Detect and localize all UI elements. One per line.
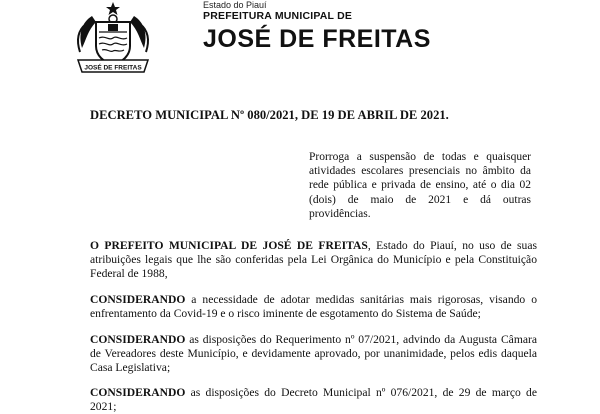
considering-label: CONSIDERANDO <box>90 333 186 346</box>
considering-paragraph-1 <box>90 293 537 321</box>
city-name: JOSÉ DE FREITAS <box>203 25 431 53</box>
considering-paragraph-2 <box>90 333 537 376</box>
considering-label: CONSIDERANDO <box>90 386 186 399</box>
decree-summary: Prorroga a suspensão de todas e quaisquer atividades escolares presenciais no âmbito da rede pública e privada de ensino, até o dia 02 (dois) de maio de 2021 e dá outras providências. <box>309 151 531 220</box>
considering-text: as disposições do Decreto Municipal nº 076/2021, de 29 de março de 2021; <box>90 386 537 414</box>
document-header <box>203 0 431 53</box>
considering-text: as disposições do Requerimento nº 07/2021, advindo da Augusta Câmara de Vereadores deste Município, e devidamente aprovado, por unanimidade, pelos edis daquela Casa Legislativa; <box>90 333 537 375</box>
prefecture-label: PREFEITURA MUNICIPAL DE <box>203 10 353 22</box>
preamble-text: , Estado do Piauí, no uso de suas atribuições legais que lhe são conferidas pela Lei Orgânica do Município e pela Constituição Federal de 1988, <box>90 239 537 281</box>
mayor-heading: O PREFEITO MUNICIPAL DE JOSÉ DE FREITAS <box>90 239 368 252</box>
preamble-paragraph <box>90 239 537 282</box>
decree-title: DECRETO MUNICIPAL Nº 080/2021, DE 19 DE ABRIL DE 2021. <box>90 108 449 122</box>
state-label: Estado do Piauí <box>203 0 267 10</box>
municipal-crest-logo <box>72 0 154 78</box>
considering-label: CONSIDERANDO <box>90 293 186 306</box>
crest-ribbon-text: JOSÉ DE FREITAS <box>84 64 142 72</box>
considering-paragraph-3 <box>90 386 537 414</box>
considering-text: a necessidade de adotar medidas sanitárias mais rigorosas, visando o enfrentamento da Covid-19 e o risco iminente de esgotamento do Sistema de Saúde; <box>90 293 537 321</box>
